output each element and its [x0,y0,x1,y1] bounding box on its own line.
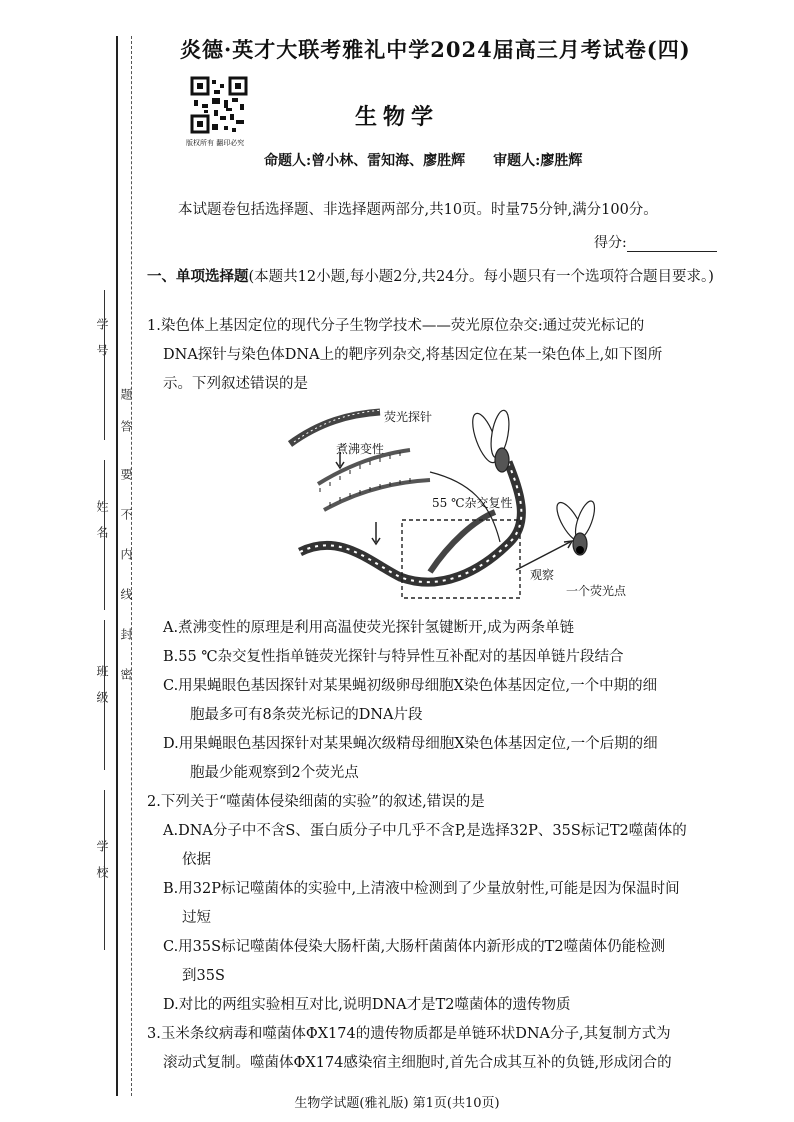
field-line-student-id[interactable] [104,290,106,440]
q2-option-a: A.DNA分子中不含S、蛋白质分子中几乎不含P,是选择32P、35S标记T2噬菌体的 [163,823,687,839]
seal-notice-char: 不 [119,508,133,534]
field-line-class[interactable] [104,620,106,770]
q1-option-c-cont: 胞最多可有8条荧光标记的DNA片段 [190,707,423,723]
q1-stem-line1: 1.染色体上基因定位的现代分子生物学技术——荧光原位杂交:通过荧光标记的 [147,318,645,334]
q2-option-b-cont: 过短 [182,910,211,926]
page-footer: 生物学试题(雅礼版) 第1页(共10页) [294,1096,500,1111]
q3-line2: 滚动式复制。噬菌体ΦX174感染宿主细胞时,首先合成其互补的负链,形成闭合的 [163,1055,672,1071]
field-label-student-id: 学号 [95,318,109,370]
q2-option-b: B.用32P标记噬菌体的实验中,上清液中检测到了少量放射性,可能是因为保温时间 [163,881,680,897]
reviewer: 审题人:廖胜辉 [493,153,583,169]
field-label-class: 班级 [95,665,109,717]
field-line-school[interactable] [104,790,106,950]
label-spot: 一个荧光点 [566,584,627,598]
field-label-name: 姓名 [95,500,109,552]
label-probe: 荧光探针 [384,410,433,424]
seal-notice-char: 答 [119,420,133,446]
qr-caption: 版权所有 翻印必究 [186,139,245,147]
section-header [147,262,745,292]
q2-option-d: D.对比的两组实验相互对比,说明DNA才是T2噬菌体的遗传物质 [163,997,571,1013]
score-label: 得分: [594,235,627,251]
q1-option-b: B.55 ℃杂交复性指单链荧光探针与特异性互补配对的基因单链片段结合 [163,649,624,665]
q1-option-d: D.用果蝇眼色基因探针对某果蝇次级精母细胞X染色体基因定位,一个后期的细 [163,736,658,752]
q2-stem: 2.下列关于“噬菌体侵染细菌的实验”的叙述,错误的是 [147,794,485,810]
exam-title: 炎德·英才大联考雅礼中学2024届高三月考试卷(四) [180,37,691,62]
exam-intro: 本试题卷包括选择题、非选择题两部分,共10页。时量75分钟,满分100分。 [178,202,658,218]
q2-option-c-cont: 到35S [182,968,225,984]
score-box [594,232,717,252]
proposers: 命题人:曾小林、雷知海、廖胜辉 [264,153,466,169]
label-observe: 观察 [530,568,555,582]
q1-stem-line3: 示。下列叙述错误的是 [163,376,308,392]
q1-option-a: A.煮沸变性的原理是利用高温使荧光探针氢键断开,成为两条单链 [163,620,575,636]
label-boil: 煮沸变性 [336,442,385,456]
subject-title: 生物学 [354,104,439,130]
score-input-line[interactable] [627,237,717,252]
seal-notice-char: 要 [119,468,133,494]
q2-option-a-cont: 依据 [182,852,211,868]
q1-stem-line2: DNA探针与染色体DNA上的靶序列杂交,将基因定位在某一染色体上,如下图所 [163,347,663,363]
seal-notice-char: 题 [119,388,133,414]
q1-option-c: C.用果蝇眼色基因探针对某果蝇初级卵母细胞X染色体基因定位,一个中期的细 [163,678,658,694]
field-label-school: 学校 [95,840,109,892]
q3-line1: 3.玉米条纹病毒和噬菌体ΦX174的遗传物质都是单链环状DNA分子,其复制方式为 [147,1026,671,1042]
seal-notice-char: 封 [119,628,133,654]
field-line-name[interactable] [104,460,106,610]
authors-line [264,150,610,170]
section-note: (本题共12小题,每小题2分,共24分。每小题只有一个选项符合题目要求。) [248,269,714,285]
label-anneal: 55 ℃杂交复性 [432,496,513,510]
seal-notice-char: 密 [119,668,133,694]
section-title: 一、单项选择题 [147,268,249,285]
q1-option-d-cont: 胞最少能观察到2个荧光点 [190,765,359,781]
seal-notice-char: 内 [119,548,133,574]
q2-option-c: C.用35S标记噬菌体侵染大肠杆菌,大肠杆菌菌体内新形成的T2噬菌体仍能检测 [163,939,666,955]
seal-notice-char: 线 [119,588,133,614]
fluorescent-spot-icon [576,546,584,554]
